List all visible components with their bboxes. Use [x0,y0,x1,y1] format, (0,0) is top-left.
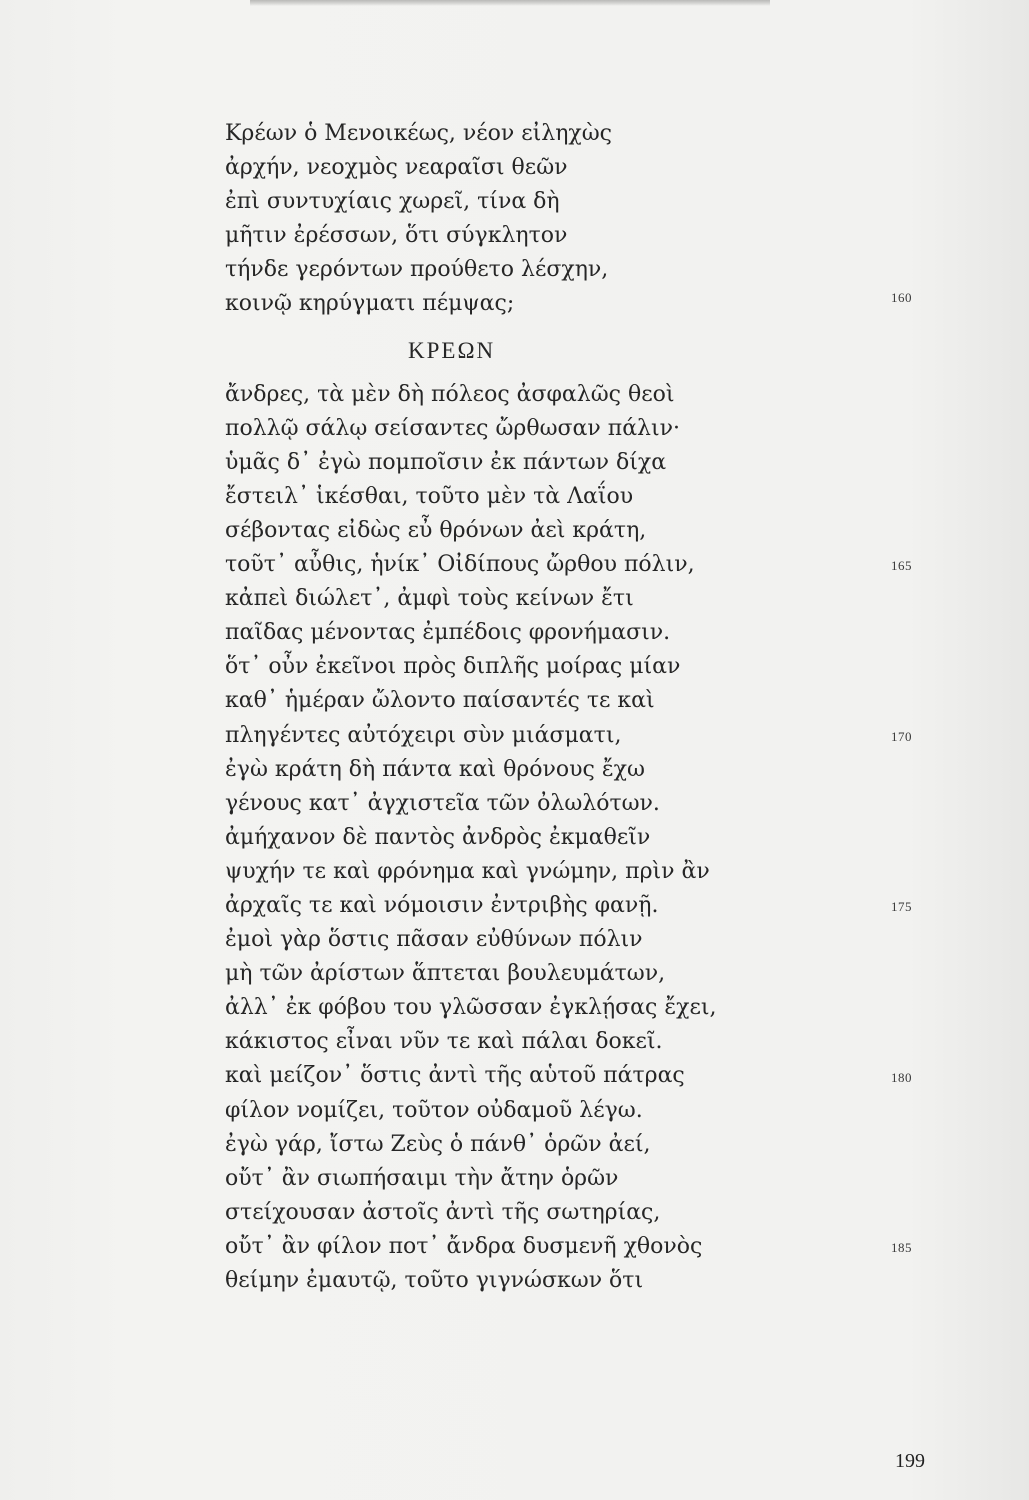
verse-line: καὶ μείζον᾽ ὅστις ἀντὶ τῆς αὑτοῦ πάτρας [225,1063,685,1089]
verse-line: ὑμᾶς δ᾽ ἐγὼ πομποῖσιν ἐκ πάντων δίχα [225,449,667,475]
verse-line: παῖδας μένοντας ἐμπέδοις φρονήμασιν. [225,620,671,646]
verse-line: καθ᾽ ἡμέραν ὤλοντο παίσαντές τε καὶ [225,688,655,714]
verse-line: κἀπεὶ διώλετ᾽, ἀμφὶ τοὺς κείνων ἔτι [225,586,634,612]
speaker-heading: ΚΡΕΩΝ [408,337,496,363]
verse-line: ἐγὼ κράτη δὴ πάντα καὶ θρόνους ἔχω [225,756,645,782]
verse-line: ἄνδρες, τὰ μὲν δὴ πόλεος ἀσφαλῶς θεοὶ [225,381,675,407]
verse-line: ἀρχαῖς τε καὶ νόμοισιν ἐντριβὴς φανῇ. [225,892,659,918]
verse-line: τήνδε γερόντων προύθετο λέσχην, [225,257,609,283]
verse-line: στείχουσαν ἀστοῖς ἀντὶ τῆς σωτηρίας, [225,1199,661,1225]
verse-line: φίλον νομίζει, τοῦτον οὐδαμοῦ λέγω. [225,1097,643,1123]
page-number: 199 [895,1450,925,1472]
line-number: 180 [891,1070,912,1085]
verse-line: πληγέντες αὐτόχειρι σὺν μιάσματι, [225,722,622,748]
verse-line: οὔτ᾽ ἂν σιωπήσαιμι τὴν ἄτην ὁρῶν [225,1165,619,1191]
verse-line: σέβοντας εἰδὼς εὖ θρόνων ἀεὶ κράτη, [225,517,647,543]
verse-line: ὅτ᾽ οὖν ἐκεῖνοι πρὸς διπλῆς μοίρας μίαν [225,654,681,680]
verse-line: ἀλλ᾽ ἐκ φόβου του γλῶσσαν ἐγκλῄσας ἔχει, [225,995,717,1021]
verse-line: τοῦτ᾽ αὖθις, ἡνίκ᾽ Οἰδίπους ὤρθου πόλιν, [225,552,695,578]
verse-line: ἀμήχανον δὲ παντὸς ἀνδρὸς ἐκμαθεῖν [225,824,651,850]
verse-line: ψυχήν τε καὶ φρόνημα καὶ γνώμην, πρὶν ἂν [225,858,710,884]
verse-line: μὴ τῶν ἀρίστων ἅπτεται βουλευμάτων, [225,961,666,987]
line-number: 160 [891,290,912,305]
line-number: 170 [891,729,912,744]
verse-block [225,117,865,1298]
verse-line: Κρέων ὁ Μενοικέως, νέον εἰληχὼς [225,121,612,146]
verse-line: ἐγὼ γάρ, ἴστω Ζεὺς ὁ πάνθ᾽ ὁρῶν ἀεί, [225,1131,651,1157]
verse-line: ἐμοὶ γὰρ ὅστις πᾶσαν εὐθύνων πόλιν [225,927,643,953]
page-top-edge-shadow [250,0,770,6]
verse-line: κοινῷ κηρύγματι πέμψας; [225,291,515,317]
verse-line: πολλῷ σάλῳ σείσαντες ὤρθωσαν πάλιν· [225,415,680,441]
verse-line: κάκιστος εἶναι νῦν τε καὶ πάλαι δοκεῖ. [225,1029,663,1055]
line-number: 165 [891,558,912,573]
verse-line: θείμην ἐμαυτῷ, τοῦτο γιγνώσκων ὅτι [225,1268,644,1293]
verse-line: μῆτιν ἐρέσσων, ὅτι σύγκλητον [225,223,568,249]
verse-line: ἀρχήν, νεοχμὸς νεαραῖσι θεῶν [225,155,568,181]
verse-line: γένους κατ᾽ ἀγχιστεῖα τῶν ὀλωλότων. [225,790,660,816]
line-number: 175 [891,899,912,914]
verse-line: ἔστειλ᾽ ἱκέσθαι, τοῦτο μὲν τὰ Λαΐου [225,483,634,509]
verse-line: ἐπὶ συντυχίαις χωρεῖ, τίνα δὴ [225,189,560,215]
line-number: 185 [891,1240,912,1255]
verse-line: οὔτ᾽ ἂν φίλον ποτ᾽ ἄνδρα δυσμενῆ χθονὸς [225,1233,703,1259]
